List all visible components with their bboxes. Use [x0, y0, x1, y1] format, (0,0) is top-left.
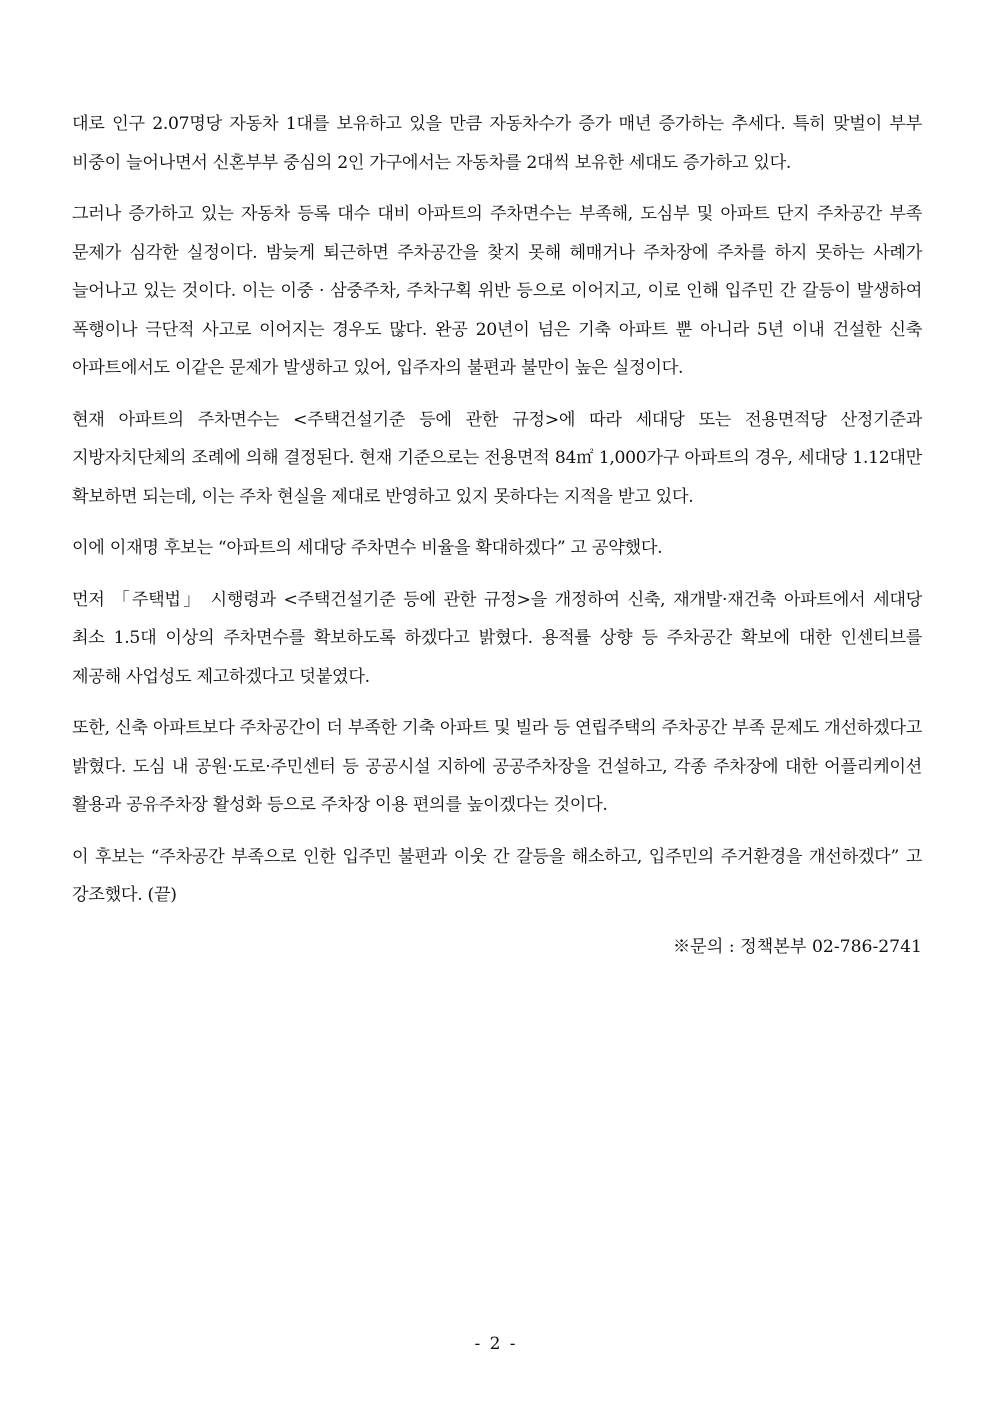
- document-body: [72, 105, 922, 966]
- paragraph-closing-quote: 이 후보는 “주차공간 부족으로 인한 입주민 불편과 이웃 간 갈등을 해소하고, 입주민의 주거환경을 개선하겠다” 고 강조했다. (끝): [72, 846, 922, 905]
- paragraph-pledge: 이에 이재명 후보는 “아파트의 세대당 주차면수 비율을 확대하겠다” 고 공약했다.: [72, 538, 663, 558]
- contact-info: ※문의 : 정책본부 02-786-2741: [672, 936, 922, 957]
- paragraph-law-revision: 먼저 「주택법」 시행령과 <주택건설기준 등에 관한 규정>을 개정하여 신축, 재개발·재건축 아파트에서 세대당 최소 1.5대 이상의 주차면수를 확보하도록 하겠다고 밝혔다. 용적률 상향 등 주차공간 확보에 대한 인센티브를 제공해 사업성도 제고하겠다고 덧붙였다.: [72, 589, 922, 687]
- paragraph-current-standard: 현재 아파트의 주차면수는 <주택건설기준 등에 관한 규정>에 따라 세대당 또는 전용면적당 산정기준과 지방자치단체의 조례에 의해 결정된다. 현재 기준으로는 전용면적 84㎡ 1,000가구 아파트의 경우, 세대당 1.12대만 확보하면 되는데, 이는 주차 현실을 제대로 반영하고 있지 못하다는 지적을 받고 있다.: [72, 409, 922, 507]
- paragraph-existing-housing: 또한, 신축 아파트보다 주차공간이 더 부족한 기축 아파트 및 빌라 등 연립주택의 주차공간 부족 문제도 개선하겠다고 밝혔다. 도심 내 공원·도로·주민센터 등 공공시설 지하에 공공주차장을 건설하고, 각종 주차장에 대한 어플리케이션 활용과 공유주차장 활성화 등으로 주차장 이용 편의를 높이겠다는 것이다.: [72, 718, 922, 815]
- paragraph-parking-shortage: 그러나 증가하고 있는 자동차 등록 대수 대비 아파트의 주차면수는 부족해, 도심부 및 아파트 단지 주차공간 부족 문제가 심각한 실정이다. 밤늦게 퇴근하면 주차공간을 찾지 못해 헤매거나 주차장에 주차를 하지 못하는 사례가 늘어나고 있는 것이다. 이는 이중 · 삼중주차, 주차구획 위반 등으로 이어지고, 이로 인해 입주민 간 갈등이 발생하여 폭행이나 극단적 사고로 이어지는 경우도 많다. 완공 20년이 넘은 기축 아파트 뿐 아니라 5년 이내 건설한 신축 아파트에서도 이같은 문제가 발생하고 있어, 입주자의 불편과 불만이 높은 실정이다.: [72, 204, 922, 378]
- paragraph-car-ownership: 대로 인구 2.07명당 자동차 1대를 보유하고 있을 만큼 자동차수가 증가 매년 증가하는 추세다. 특히 맞벌이 부부 비중이 늘어나면서 신혼부부 중심의 2인 가구에서는 자동차를 2대씩 보유한 세대도 증가하고 있다.: [72, 114, 922, 173]
- page-number: - 2 -: [474, 1334, 518, 1354]
